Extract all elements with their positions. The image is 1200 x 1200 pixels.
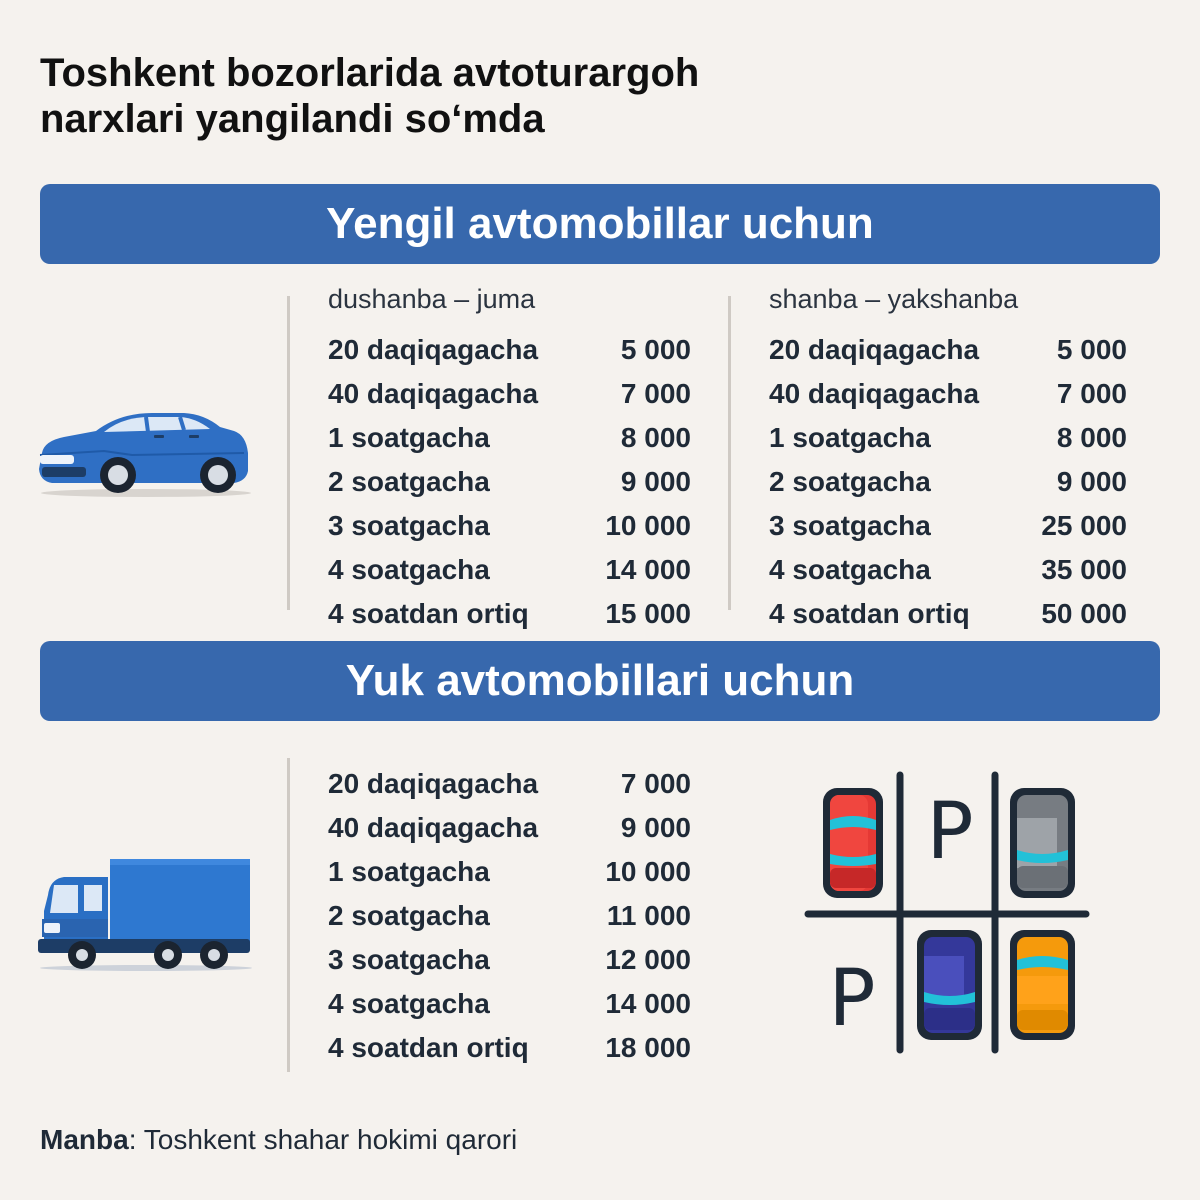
- table-row: [328, 1026, 691, 1070]
- cars-divider-right: [728, 296, 731, 610]
- trucks-section-heading: Yuk avtomobillari uchun: [345, 656, 855, 705]
- table-row: [328, 894, 691, 938]
- price-value: 7 000: [1056, 378, 1127, 409]
- table-row: [328, 548, 691, 592]
- duration-label: 4 soatgacha: [328, 554, 490, 585]
- table-row: [328, 850, 691, 894]
- price-value: 10 000: [605, 510, 691, 541]
- table-row: [769, 328, 1127, 372]
- price-value: 14 000: [605, 554, 691, 585]
- price-value: 35 000: [1041, 554, 1127, 585]
- table-row: [328, 328, 691, 372]
- duration-label: 3 soatgacha: [769, 510, 931, 541]
- title-line-2: narxlari yangilandi so‘mda: [40, 97, 545, 141]
- duration-label: 1 soatgacha: [328, 422, 490, 453]
- red-car-icon: [823, 788, 883, 898]
- duration-label: 40 daqiqagacha: [769, 378, 980, 409]
- weekend-price-table: [769, 284, 1127, 636]
- source-text: Toshkent shahar hokimi qarori: [143, 1124, 518, 1155]
- table-row: [328, 938, 691, 982]
- weekend-label: shanba – yakshanba: [769, 284, 1019, 314]
- page-title: [40, 50, 1040, 142]
- title-line-1: Toshkent bozorlarida avtoturargoh: [40, 51, 700, 95]
- grey-car-icon: [1010, 788, 1075, 898]
- duration-label: 4 soatdan ortiq: [769, 598, 970, 629]
- price-value: 5 000: [1056, 334, 1127, 365]
- price-value: 14 000: [605, 988, 691, 1019]
- duration-label: 20 daqiqagacha: [328, 334, 539, 365]
- table-row: [328, 372, 691, 416]
- price-value: 18 000: [605, 1032, 691, 1063]
- duration-label: 3 soatgacha: [328, 510, 490, 541]
- duration-label: 4 soatdan ortiq: [328, 1032, 529, 1063]
- price-value: 9 000: [1056, 466, 1127, 497]
- table-row: [769, 416, 1127, 460]
- duration-label: 40 daqiqagacha: [328, 812, 539, 843]
- parking-lot-icon: [800, 770, 1095, 1060]
- table-row: [328, 592, 691, 636]
- price-value: 8 000: [620, 422, 691, 453]
- table-row: [769, 504, 1127, 548]
- price-value: 12 000: [605, 944, 691, 975]
- table-row: [769, 592, 1127, 636]
- duration-label: 2 soatgacha: [328, 900, 490, 931]
- table-row: [769, 460, 1127, 504]
- table-row: [328, 806, 691, 850]
- price-value: 7 000: [620, 378, 691, 409]
- table-row: [328, 504, 691, 548]
- duration-label: 4 soatgacha: [328, 988, 490, 1019]
- price-value: 9 000: [620, 466, 691, 497]
- price-value: 11 000: [606, 900, 691, 931]
- table-row: [328, 762, 691, 806]
- price-value: 9 000: [620, 812, 691, 843]
- duration-label: 1 soatgacha: [328, 856, 490, 887]
- table-row: [769, 372, 1127, 416]
- duration-label: 40 daqiqagacha: [328, 378, 539, 409]
- price-value: 15 000: [605, 598, 691, 629]
- parking-letter-top: P: [926, 787, 974, 877]
- parking-letter-bottom: P: [828, 954, 876, 1044]
- table-row: [769, 548, 1127, 592]
- weekday-label: dushanba – juma: [328, 284, 536, 314]
- sedan-car-icon: [34, 405, 254, 500]
- duration-label: 20 daqiqagacha: [769, 334, 980, 365]
- trucks-section-header: [40, 641, 1160, 721]
- price-value: 5 000: [620, 334, 691, 365]
- table-row: [328, 416, 691, 460]
- box-truck-icon: [38, 855, 253, 975]
- trucks-divider: [287, 758, 290, 1072]
- price-value: 8 000: [1056, 422, 1127, 453]
- price-value: 25 000: [1041, 510, 1127, 541]
- price-value: 10 000: [605, 856, 691, 887]
- duration-label: 4 soatgacha: [769, 554, 931, 585]
- orange-car-icon: [1010, 930, 1075, 1040]
- navy-car-icon: [917, 930, 982, 1040]
- source-label: Manba: [40, 1124, 129, 1155]
- cars-section-heading: Yengil avtomobillar uchun: [326, 199, 874, 248]
- duration-label: 2 soatgacha: [328, 466, 490, 497]
- price-value: 7 000: [620, 768, 691, 799]
- duration-label: 20 daqiqagacha: [328, 768, 539, 799]
- weekday-price-table: [328, 284, 691, 636]
- table-row: [328, 460, 691, 504]
- price-value: 50 000: [1041, 598, 1127, 629]
- duration-label: 4 soatdan ortiq: [328, 598, 529, 629]
- cars-section-header: [40, 184, 1160, 264]
- source-note: [40, 1124, 517, 1156]
- cars-divider-left: [287, 296, 290, 610]
- table-row: [328, 982, 691, 1026]
- duration-label: 3 soatgacha: [328, 944, 490, 975]
- duration-label: 1 soatgacha: [769, 422, 931, 453]
- source-colon: :: [128, 1124, 144, 1155]
- duration-label: 2 soatgacha: [769, 466, 931, 497]
- truck-price-table: [328, 762, 691, 1070]
